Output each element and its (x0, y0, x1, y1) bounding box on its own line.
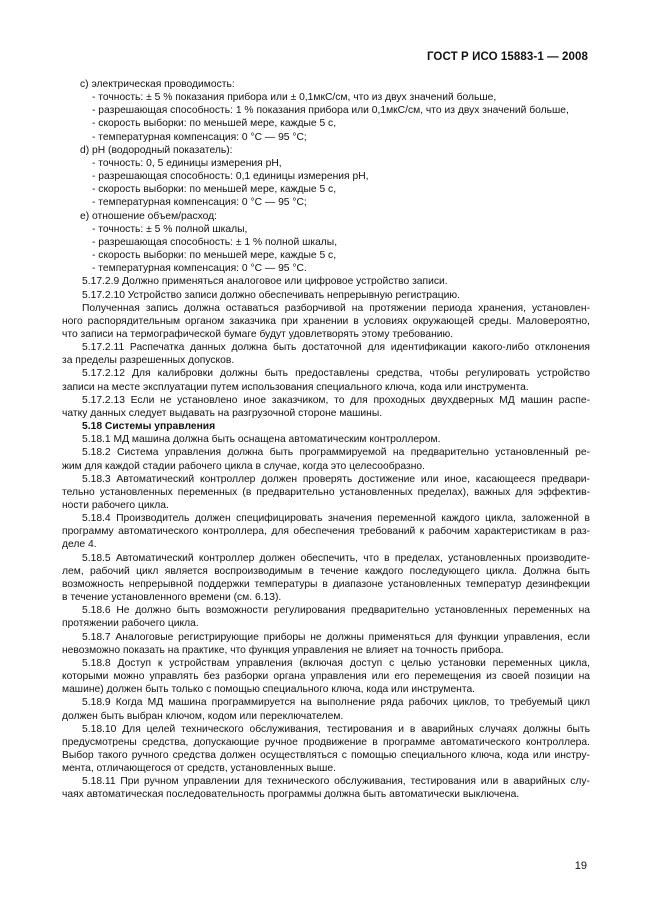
text-line: чатку данных следует выдавать на разгрузочной стороне машины. (62, 407, 383, 419)
text-line: протяжении рабочего цикла. (62, 618, 199, 630)
text-line: Полученная запись должна оставаться разборчивой на протяжении периода хранения, установлен- (82, 302, 590, 314)
text-line: 5.18.10 Для целей технического обслуживания, тестирования и в аварийных случаях должны быть (82, 723, 590, 735)
text-line: - разрешающая способность: 0,1 единицы измерения pH, (92, 171, 369, 183)
text-line: 5.18.2 Система управления должна быть программируемой на предварительно установленный ре- (82, 447, 590, 459)
text-line: 5.18.11 При ручном управлении для технического обслуживания, тестирования или в аварийных слу- (82, 776, 590, 788)
text-line: - температурная компенсация: 0 °С — 95 °С. (92, 263, 307, 275)
text-line: 5.18.7 Аналоговые регистрирующие приборы не должны применяться для функции управления, если (82, 631, 590, 643)
text-line: 5.18.9 Когда МД машина программируется на выполнение ряда рабочих циклов, то требуемый цикл (82, 697, 590, 709)
text-line: Выбор такого ручного средства должен осуществляться с помощью специального ключа, кода или инстру- (62, 749, 590, 761)
text-line: 5.17.2.13 Если не установлено иное заказчиком, то для проходных двухдверных МД машин распе- (82, 394, 590, 406)
text-line: - разрешающая способность: 1 % показания прибора или 0,1мкС/см, что из двух значений больше, (92, 105, 569, 117)
text-line: - точность: ± 5 % показания прибора или ± 0,1мкС/см, что из двух значений больше, (92, 92, 497, 104)
text-line: что записи на термографической бумаге будут удовлетворять этому требованию. (62, 328, 454, 340)
document-body (62, 78, 590, 802)
text-line: мента, отличающегося от средств, установленных выше. (62, 763, 336, 775)
text-line: 5.18.5 Автоматический контроллер должен обеспечить, что в пределах, установленных производите- (82, 552, 590, 564)
text-line: возможность непрерывной поддержки температуры в диапазоне установленных температур дезинфекции (62, 578, 590, 590)
text-line: 5.17.2.9 Должно применяться аналоговое или цифровое устройство записи. (82, 276, 448, 288)
text-line: машине) должен быть только с помощью специального ключа, кода или инструмента. (62, 684, 476, 696)
text-line: - скорость выборки: по меньшей мере, каждые 5 с, (92, 118, 337, 130)
text-line: - точность: 0, 5 единицы измерения pH, (92, 157, 282, 169)
text-line: тельно установленных переменных (в предварительно установленных пределах), важных для эффектив- (62, 486, 590, 498)
text-line: деле 4. (62, 539, 97, 551)
text-line: - точность: ± 5 % полной шкалы, (92, 223, 248, 235)
text-line: жим для каждой стадии рабочего цикла в случае, когда это целесообразно. (62, 460, 425, 472)
text-line: ного распорядительным органом заказчика при хранении в условиях окружающей среды. Маловероятно, (62, 315, 590, 327)
text-line: 5.18.3 Автоматический контроллер должен проверять достижение или иное, касающееся предвари- (82, 473, 590, 485)
text-line: - температурная компенсация: 0 °С — 95 °С; (92, 131, 307, 143)
text-line: d) pH (водородный показатель): (80, 144, 233, 156)
text-line: за пределы разрешенных допусков. (62, 355, 235, 367)
text-line: чаях автоматическая последовательность программы должна быть автоматически выключена. (62, 789, 520, 801)
text-line: 5.18.8 Доступ к устройствам управления (включая доступ с целью установки переменных цикла, (82, 657, 590, 669)
text-line: 5.18.1 МД машина должна быть оснащена автоматическим контроллером. (82, 434, 441, 446)
text-line: записи на месте эксплуатации путем использования специального ключа, кода или инструмента. (62, 381, 529, 393)
text-line: c) электрическая проводимость: (80, 79, 235, 90)
text-line: 5.18.6 Не должно быть возможности регулирования предварительно установленных переменных на (82, 605, 590, 617)
text-line: ности рабочего цикла. (62, 500, 169, 511)
text-line: предусмотрены средства, допускающие ручное продвижение в программе автоматического контроллера. (62, 736, 590, 748)
text-line: - температурная компенсация: 0 °С — 95 °С; (92, 197, 307, 209)
text-line: 5.17.2.12 Для калибровки должны быть предоставлены средства, чтобы регулировать устройство (82, 368, 590, 380)
text-line: e) отношение объем/расход: (80, 210, 218, 222)
text-line: в течение установленного времени (см. 6.13). (62, 592, 282, 604)
text-line: 5.17.2.11 Распечатка данных должна быть достаточной для идентификации какого-либо отклонения (82, 342, 590, 354)
text-line: 5.18 Системы управления (82, 421, 216, 433)
text-line: программу автоматического контроллера, для обеспечения требований к рабочим характеристикам в раз- (62, 526, 590, 538)
text-line: 5.17.2.10 Устройство записи должно обеспечивать непрерывную регистрацию. (82, 289, 460, 301)
text-line: - скорость выборки: по меньшей мере, каждые 5 с, (92, 250, 337, 262)
text-line: которыми можно управлять без разборки органа управления или его перемещения из своей позиции на (62, 671, 590, 683)
text-line: должен быть выбран ключом, кодом или переключателем. (62, 710, 344, 722)
text-line: - скорость выборки: по меньшей мере, каждые 5 с, (92, 184, 337, 196)
text-line: - разрешающая способность: ± 1 % полной шкалы, (92, 236, 338, 248)
page-number: 19 (574, 860, 587, 872)
text-line: невозможно показать на практике, что функция управления не влияет на точность прибора. (62, 644, 504, 656)
standard-header: ГОСТ Р ИСО 15883-1 — 2008 (426, 51, 588, 63)
text-line: лем, рабочий цикл является воспроизводимым в течение каждого последующего цикла. Должна быть (62, 565, 590, 577)
text-line: 5.18.4 Производитель должен специфицировать значения переменной каждого цикла, заложенной в (82, 513, 590, 525)
